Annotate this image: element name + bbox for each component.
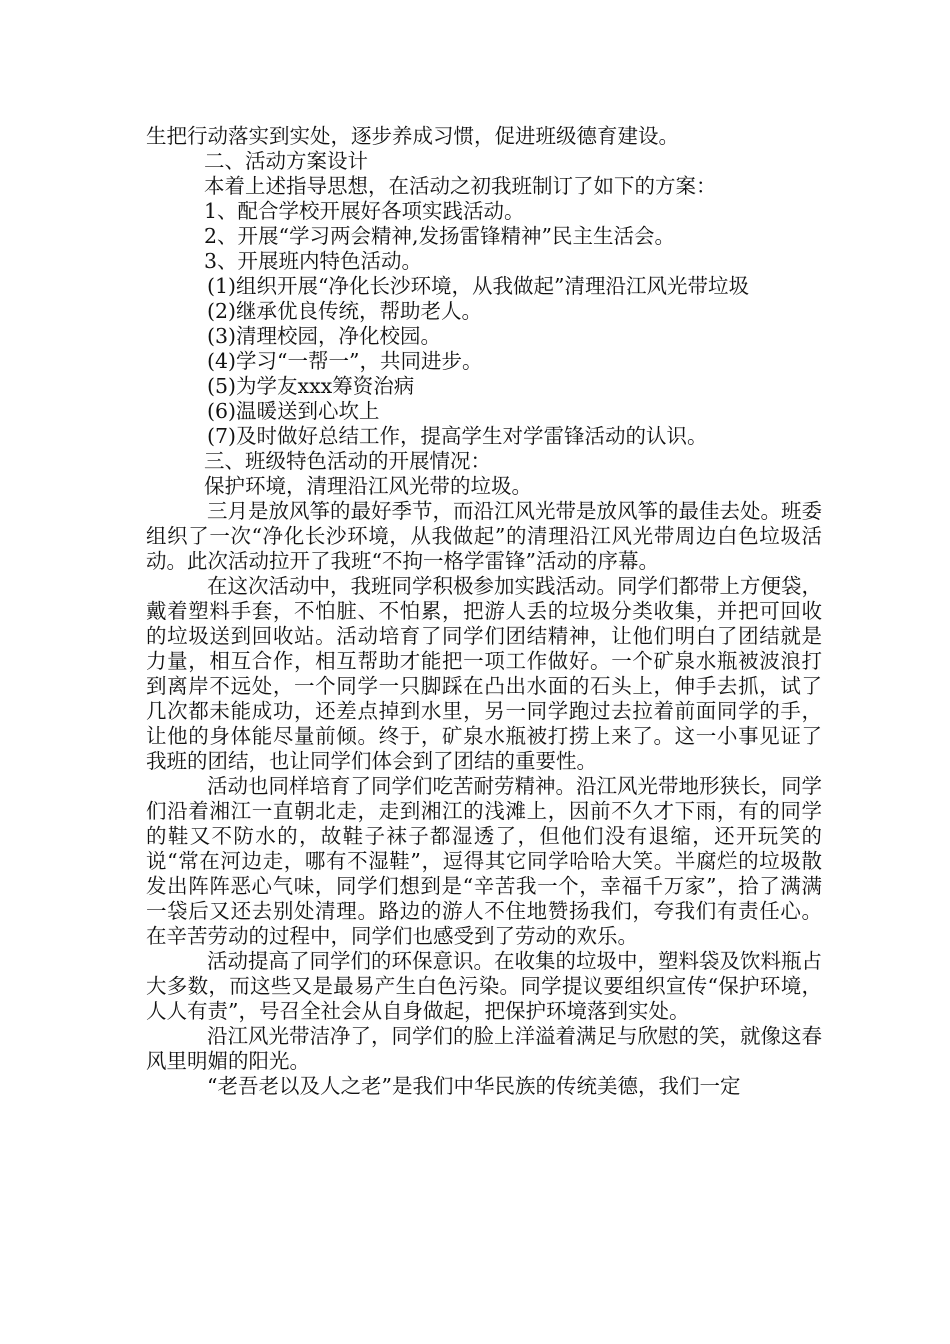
paragraph: 三月是放风筝的最好季节，而沿江风光带是放风筝的最佳去处。班委组织了一次“净化长沙环境，从我做起”的清理沿江风光带周边白色垃圾活动。此次活动拉开了我班“不拘一格学雷锋”活动的序幕。 [146, 499, 822, 573]
paragraph: 活动也同样培育了同学们吃苦耐劳精神。沿江风光带地形狭长，同学们沿着湘江一直朝北走，走到湘江的浅滩上，因前不久才下雨，有的同学的鞋又不防水的，故鞋子袜子都湿透了，但他们没有退缩，还开玩笑的说“常在河边走，哪有不湿鞋”，逗得其它同学哈哈大笑。半腐烂的垃圾散发出阵阵恶心气味，同学们想到是“辛苦我一个，幸福千万家”，拾了满满一袋后又还去别处清理。路边的游人不住地赞扬我们，夸我们有责任心。在辛苦劳动的过程中，同学们也感受到了劳动的欢乐。 [146, 774, 822, 948]
paragraph: 活动提高了同学们的环保意识。在收集的垃圾中，塑料袋及饮料瓶占大多数，而这些又是最易产生白色污染。同学提议要组织宣传“保护环境，人人有责”，号召全社会从自身做起，把保护环境落到实处。 [146, 949, 822, 1023]
list-item: (6)温暖送到心坎上 [207, 399, 380, 423]
paragraph: 在这次活动中，我班同学积极参加实践活动。同学们都带上方便袋，戴着塑料手套，不怕脏、不怕累，把游人丢的垃圾分类收集，并把可回收的垃圾送到回收站。活动培育了同学们团结精神，让他们明白了团结就是力量，相互合作，相互帮助才能把一项工作做好。一个矿泉水瓶被波浪打到离岸不远处，一个同学一只脚踩在凸出水面的石头上，伸手去抓，试了几次都未能成功，还差点掉到水里，另一同学跑过去拉着前面同学的手，让他的身体能尽量前倾。终于，矿泉水瓶被打捞上来了。这一小事见证了我班的团结，也让同学们体会到了团结的重要性。 [146, 574, 822, 773]
section-heading: 三、班级特色活动的开展情况： [204, 449, 491, 473]
subheading: 保护环境，清理沿江风光带的垃圾。 [204, 474, 532, 498]
list-item: (2)继承优良传统，帮助老人。 [207, 299, 483, 323]
list-item: (7)及时做好总结工作，提高学生对学雷锋活动的认识。 [207, 424, 708, 448]
list-item: 3、开展班内特色活动。 [204, 249, 423, 273]
list-item: 2、开展“学习两会精神,发扬雷锋精神”民主生活会。 [204, 224, 676, 248]
list-item: (4)学习“一帮一”，共同进步。 [207, 349, 483, 373]
list-item: (3)清理校园，净化校园。 [207, 324, 442, 348]
section-heading: 二、活动方案设计 [204, 149, 368, 173]
paragraph: 生把行动落实到实处，逐步养成习惯，促进班级德育建设。 [146, 124, 679, 148]
paragraph: 本着上述指导思想，在活动之初我班制订了如下的方案： [204, 174, 717, 198]
document-body [146, 124, 822, 1099]
paragraph: 沿江风光带洁净了，同学们的脸上洋溢着满足与欣慰的笑，就像这春风里明媚的阳光。 [146, 1024, 822, 1073]
paragraph: “老吾老以及人之老”是我们中华民族的传统美德，我们一定 [207, 1074, 741, 1098]
list-item: (1)组织开展“净化长沙环境，从我做起”清理沿江风光带垃圾 [207, 274, 749, 298]
list-item: (5)为学友xxx筹资治病 [207, 374, 415, 398]
list-item: 1、配合学校开展好各项实践活动。 [204, 199, 525, 223]
